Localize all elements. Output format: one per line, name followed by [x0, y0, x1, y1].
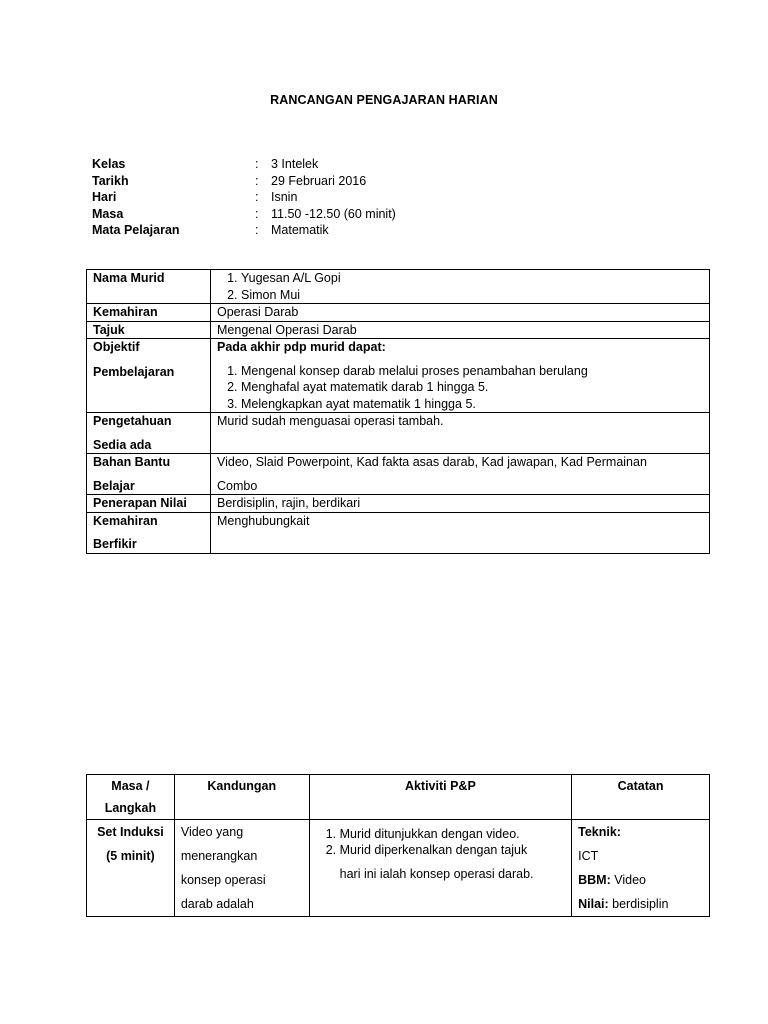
content-line: Video yang — [180, 825, 244, 839]
header-line: Masa / — [111, 779, 150, 793]
row-penerapan-nilai — [87, 495, 710, 513]
value-kemahiran-berfikir: Menghubungkait — [211, 512, 710, 553]
label-nama-murid: Nama Murid — [87, 270, 211, 304]
label-objektif — [87, 339, 211, 413]
step-time: (5 minit) — [106, 849, 155, 863]
info-row-mata-pelajaran — [92, 222, 592, 239]
objective-list — [217, 363, 703, 413]
header-line: Langkah — [104, 801, 157, 815]
label-line: Berfikir — [93, 537, 137, 551]
nilai-value: berdisiplin — [612, 897, 669, 911]
list-item: 1. Murid ditunjukkan dengan video. — [340, 826, 565, 842]
nilai-label: Nilai: — [578, 897, 609, 911]
info-row-masa — [92, 206, 592, 223]
info-label: Masa — [92, 206, 124, 221]
label-line: Pembelajaran — [93, 364, 175, 379]
bbm-value: Video — [614, 873, 646, 887]
value-pengetahuan: Murid sudah menguasai operasi tambah. — [211, 413, 710, 454]
label-penerapan-nilai: Penerapan Nilai — [87, 495, 211, 513]
row-nama-murid — [87, 270, 710, 304]
student-list — [217, 270, 703, 303]
activity-header-row — [87, 775, 710, 820]
value-penerapan-nilai: Berdisiplin, rajin, berdikari — [211, 495, 710, 513]
label-line: Pengetahuan — [93, 414, 172, 428]
value-kemahiran: Operasi Darab — [211, 304, 710, 322]
row-kemahiran — [87, 304, 710, 322]
info-value: Matematik — [271, 223, 329, 237]
cell-catatan — [572, 820, 710, 917]
list-item: 1. Mengenal konsep darab melalui proses penambahan berulang — [241, 363, 703, 380]
info-colon: : — [255, 157, 259, 171]
list-item-line: hari ini ialah konsep operasi darab. — [339, 867, 534, 881]
document-title: RANCANGAN PENGAJARAN HARIAN — [270, 93, 498, 107]
label-pengetahuan — [87, 413, 211, 454]
label-line: Sedia ada — [93, 437, 152, 452]
info-label: Mata Pelajaran — [92, 223, 180, 237]
row-tajuk — [87, 321, 710, 339]
cell-aktiviti — [309, 820, 571, 917]
info-row-kelas — [92, 156, 592, 173]
content-line: menerangkan — [180, 849, 258, 863]
activity-list — [316, 826, 565, 882]
label-kemahiran: Kemahiran — [87, 304, 211, 322]
row-pengetahuan — [87, 413, 710, 454]
info-label: Kelas — [92, 157, 126, 171]
info-label: Tarikh — [92, 173, 129, 188]
content-line: darab adalah — [180, 897, 254, 911]
label-line: Bahan Bantu — [93, 455, 171, 469]
header-kandungan: Kandungan — [174, 775, 309, 820]
list-item: 3. Melengkapkan ayat matematik 1 hingga 5. — [241, 396, 703, 413]
info-colon: : — [255, 190, 259, 204]
row-kemahiran-berfikir — [87, 512, 710, 553]
content-line: konsep operasi — [180, 873, 266, 887]
label-bahan-bantu — [87, 454, 211, 495]
step-name: Set Induksi — [97, 825, 164, 839]
label-tajuk: Tajuk — [87, 321, 211, 339]
bbm-label: BBM: — [578, 873, 611, 887]
row-objektif — [87, 339, 710, 413]
value-nama-murid — [211, 270, 710, 304]
value-objektif — [211, 339, 710, 413]
teknik-label: Teknik: — [578, 825, 621, 839]
objective-intro: Pada akhir pdp murid dapat: — [217, 340, 386, 354]
info-colon: : — [255, 223, 259, 237]
info-value: 3 Intelek — [271, 157, 319, 171]
info-row-hari — [92, 189, 592, 206]
list-item: 2. Simon Mui — [241, 287, 703, 304]
class-info — [92, 156, 592, 239]
value-bahan-bantu — [211, 454, 710, 495]
nilai-line — [578, 892, 703, 916]
row-bahan-bantu — [87, 454, 710, 495]
list-item: 1. Yugesan A/L Gopi — [241, 270, 703, 287]
header-aktiviti: Aktiviti P&P — [309, 775, 571, 820]
info-colon: : — [255, 206, 259, 221]
label-line: Belajar — [93, 478, 135, 493]
activity-table — [86, 774, 710, 917]
label-kemahiran-berfikir — [87, 512, 211, 553]
teknik-value: ICT — [578, 849, 599, 863]
info-colon: : — [255, 173, 259, 188]
info-row-tarikh — [92, 173, 592, 190]
value-line: Combo — [217, 478, 258, 493]
label-line: Objektif — [93, 340, 140, 354]
value-line: Video, Slaid Powerpoint, Kad fakta asas darab, Kad jawapan, Kad Permainan — [217, 455, 647, 469]
list-item-line: 2. Murid diperkenalkan dengan tajuk — [339, 843, 528, 857]
info-label: Hari — [92, 190, 117, 204]
info-value: Isnin — [271, 190, 298, 204]
list-item: 2. Menghafal ayat matematik darab 1 hingga 5. — [241, 379, 703, 396]
info-value: 11.50 -12.50 (60 minit) — [271, 206, 396, 221]
bbm-line — [578, 868, 703, 892]
list-item — [340, 842, 565, 882]
header-catatan: Catatan — [572, 775, 710, 820]
lesson-details-table — [86, 269, 710, 554]
label-line: Kemahiran — [93, 513, 158, 528]
value-tajuk: Mengenal Operasi Darab — [211, 321, 710, 339]
header-masa-langkah — [87, 775, 175, 820]
activity-row-set-induksi — [87, 820, 710, 917]
cell-kandungan — [174, 820, 309, 917]
cell-step — [87, 820, 175, 917]
info-value: 29 Februari 2016 — [271, 173, 367, 188]
